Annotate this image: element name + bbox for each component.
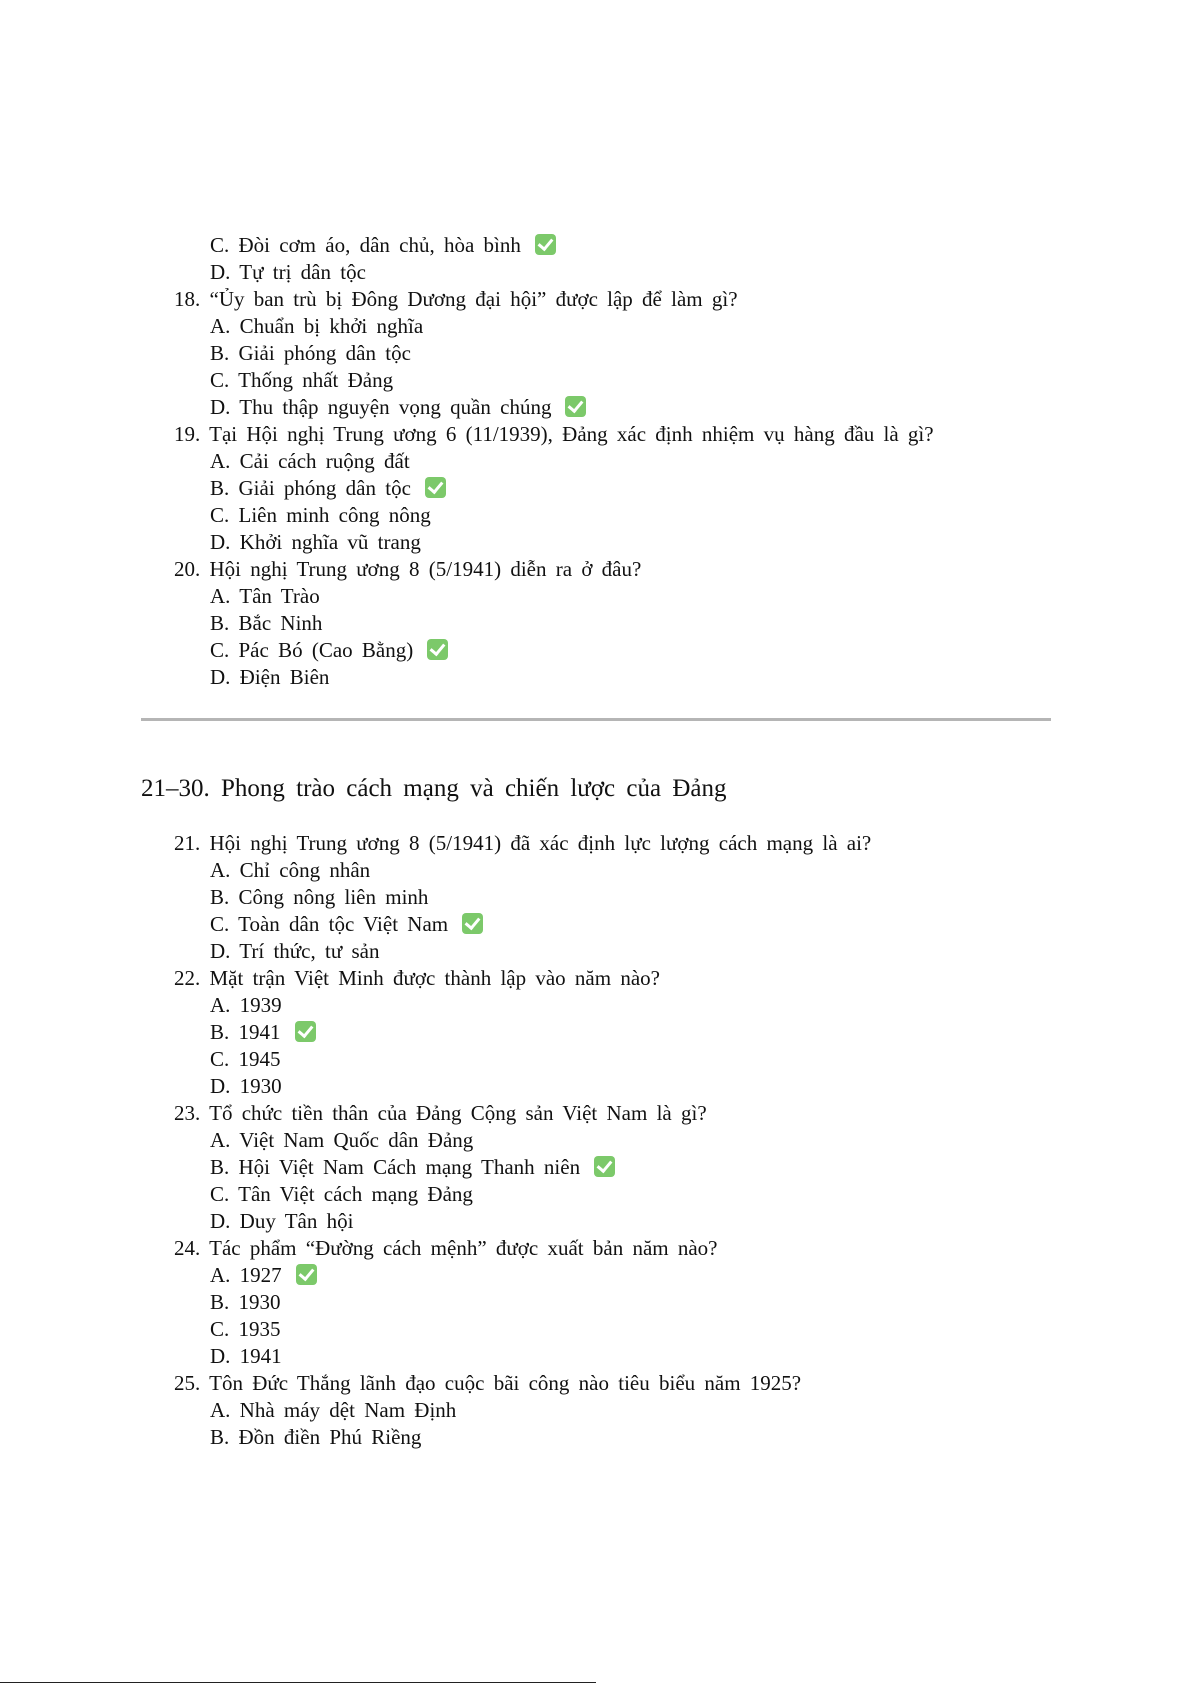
option-label: A. Cải cách ruộng đất xyxy=(210,449,410,473)
option-label: A. Nhà máy dệt Nam Định xyxy=(210,1398,457,1422)
answer-option xyxy=(0,1424,871,1451)
answer-option xyxy=(0,1262,871,1289)
option-label: A. Chỉ công nhân xyxy=(210,858,371,882)
answer-option xyxy=(0,857,871,884)
question-text xyxy=(0,1235,871,1262)
option-label: B. Công nông liên minh xyxy=(210,885,429,909)
option-label: B. Đồn điền Phú Riềng xyxy=(210,1425,422,1449)
answer-option xyxy=(0,313,934,340)
option-label: B. Bắc Ninh xyxy=(210,611,323,635)
question-label: 23. Tổ chức tiền thân của Đảng Cộng sản Việt Nam là gì? xyxy=(174,1101,707,1125)
option-label: D. 1941 xyxy=(210,1344,282,1368)
question-label: 19. Tại Hội nghị Trung ương 6 (11/1939), Đảng xác định nhiệm vụ hàng đầu là gì? xyxy=(174,422,934,446)
check-mark-icon xyxy=(565,396,586,417)
check-mark-icon xyxy=(535,234,556,255)
option-label: D. Duy Tân hội xyxy=(210,1209,354,1233)
option-label: A. 1939 xyxy=(210,993,282,1017)
option-label: C. Toàn dân tộc Việt Nam xyxy=(210,912,449,936)
check-mark-icon xyxy=(462,913,483,934)
option-label: D. Trí thức, tư sản xyxy=(210,939,380,963)
option-label: A. 1927 xyxy=(210,1263,282,1287)
option-label: B. 1930 xyxy=(210,1290,281,1314)
answer-option xyxy=(0,1208,871,1235)
question-text xyxy=(0,421,934,448)
option-label: C. Pác Bó (Cao Bằng) xyxy=(210,638,414,662)
option-label: B. Giải phóng dân tộc xyxy=(210,341,411,365)
answer-option xyxy=(0,1343,871,1370)
option-label: C. 1945 xyxy=(210,1047,281,1071)
footer-rule xyxy=(0,1682,596,1683)
option-label: D. Khởi nghĩa vũ trang xyxy=(210,530,421,554)
option-label: D. 1930 xyxy=(210,1074,282,1098)
answer-option xyxy=(0,1127,871,1154)
answer-option xyxy=(0,394,934,421)
horizontal-divider xyxy=(141,718,1051,721)
answer-option xyxy=(0,1019,871,1046)
option-label: B. 1941 xyxy=(210,1020,281,1044)
check-mark-icon xyxy=(594,1156,615,1177)
answer-option xyxy=(0,1397,871,1424)
answer-option xyxy=(0,1289,871,1316)
check-mark-icon xyxy=(427,639,448,660)
answer-option xyxy=(0,475,934,502)
question-text xyxy=(0,286,934,313)
question-text xyxy=(0,556,934,583)
option-label: C. Đòi cơm áo, dân chủ, hòa bình xyxy=(210,233,521,257)
question-text xyxy=(0,1100,871,1127)
question-label: 21. Hội nghị Trung ương 8 (5/1941) đã xác định lực lượng cách mạng là ai? xyxy=(174,831,872,855)
answer-option xyxy=(0,884,871,911)
question-block-21-25 xyxy=(0,830,871,1451)
option-label: D. Điện Biên xyxy=(210,665,330,689)
answer-option xyxy=(0,502,934,529)
answer-option xyxy=(0,992,871,1019)
option-label: C. Liên minh công nông xyxy=(210,503,431,527)
answer-option xyxy=(0,340,934,367)
question-text xyxy=(0,1370,871,1397)
option-label: A. Chuẩn bị khởi nghĩa xyxy=(210,314,424,338)
option-label: A. Việt Nam Quốc dân Đảng xyxy=(210,1128,474,1152)
answer-option xyxy=(0,583,934,610)
answer-option xyxy=(0,367,934,394)
option-label: D. Tự trị dân tộc xyxy=(210,260,366,284)
answer-option xyxy=(0,1073,871,1100)
option-label: C. 1935 xyxy=(210,1317,281,1341)
question-label: 22. Mặt trận Việt Minh được thành lập vào năm nào? xyxy=(174,966,660,990)
answer-option xyxy=(0,938,871,965)
answer-option xyxy=(0,259,934,286)
question-label: 20. Hội nghị Trung ương 8 (5/1941) diễn ra ở đâu? xyxy=(174,557,642,581)
question-block-17-20 xyxy=(0,232,934,691)
answer-option xyxy=(0,232,934,259)
answer-option xyxy=(0,664,934,691)
option-label: B. Hội Việt Nam Cách mạng Thanh niên xyxy=(210,1155,581,1179)
answer-option xyxy=(0,448,934,475)
option-label: B. Giải phóng dân tộc xyxy=(210,476,411,500)
option-label: D. Thu thập nguyện vọng quần chúng xyxy=(210,395,552,419)
check-mark-icon xyxy=(425,477,446,498)
question-label: 25. Tôn Đức Thắng lãnh đạo cuộc bãi công nào tiêu biểu năm 1925? xyxy=(174,1371,802,1395)
answer-option xyxy=(0,1046,871,1073)
option-label: C. Tân Việt cách mạng Đảng xyxy=(210,1182,473,1206)
check-mark-icon xyxy=(296,1264,317,1285)
question-label: 24. Tác phẩm “Đường cách mệnh” được xuất bản năm nào? xyxy=(174,1236,718,1260)
check-mark-icon xyxy=(295,1021,316,1042)
question-label: 18. “Ủy ban trù bị Đông Dương đại hội” được lập để làm gì? xyxy=(174,287,738,311)
question-text xyxy=(0,830,871,857)
option-label: C. Thống nhất Đảng xyxy=(210,368,394,392)
answer-option xyxy=(0,911,871,938)
answer-option xyxy=(0,529,934,556)
section-heading: 21–30. Phong trào cách mạng và chiến lược của Đảng xyxy=(141,775,727,802)
question-text xyxy=(0,965,871,992)
answer-option xyxy=(0,1154,871,1181)
answer-option xyxy=(0,1316,871,1343)
option-label: A. Tân Trào xyxy=(210,584,320,608)
answer-option xyxy=(0,637,934,664)
answer-option xyxy=(0,610,934,637)
answer-option xyxy=(0,1181,871,1208)
